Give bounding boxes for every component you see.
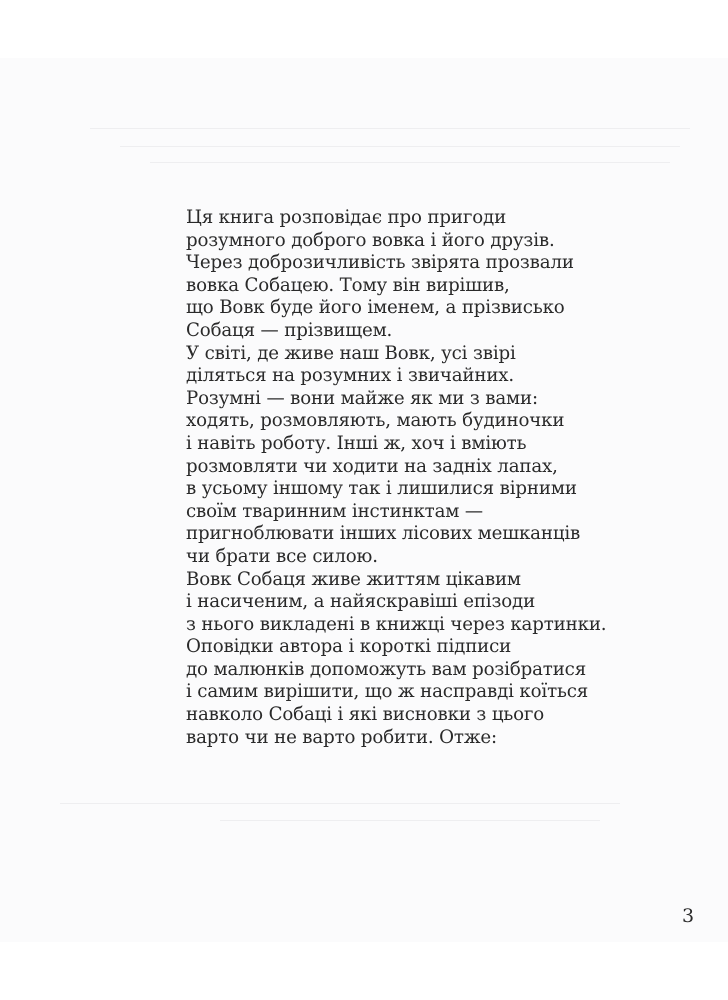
text-line: Вовк Собаця живе життям цікавим — [186, 568, 521, 590]
bottom-margin — [0, 942, 728, 1000]
text-line: і насиченим, а найяскравіші епізоди — [186, 591, 536, 613]
show-through-line — [60, 803, 620, 804]
text-line: Собаця — прізвищем. — [186, 319, 393, 341]
text-line: навколо Собаці і які висновки з цього — [186, 704, 545, 726]
text-line: і навіть роботу. Інші ж, хоч і вміють — [186, 432, 527, 454]
text-line: вовка Собацею. Тому він вирішив, — [186, 274, 510, 296]
text-line: розмовляти чи ходити на задніх лапах, — [186, 455, 558, 477]
text-line: пригноблювати інших лісових мешканців — [186, 523, 581, 545]
show-through-line — [90, 128, 690, 129]
text-line: У світі, де живе наш Вовк, усі звірі — [186, 342, 516, 364]
show-through-line — [120, 146, 680, 147]
text-line: Ця книга розповідає про пригоди — [186, 207, 507, 228]
text-line: своїм тваринним інстинктам — — [186, 500, 483, 522]
text-line: з нього викладені в книжці через картинки. — [186, 613, 607, 635]
show-through-line — [220, 820, 600, 821]
body-text — [186, 207, 606, 749]
text-line: і самим вирішити, що ж насправді коїться — [186, 681, 589, 703]
text-line: діляться на розумних і звичайних. — [186, 365, 515, 387]
text-line: чи брати все силою. — [186, 545, 378, 567]
text-line: Оповідки автора і короткі підписи — [186, 636, 512, 658]
page-number: 3 — [682, 905, 695, 927]
show-through-line — [150, 162, 670, 163]
text-line: в усьому іншому так і лишилися вірними — [186, 478, 577, 500]
text-line: до малюнків допоможуть вам розібратися — [186, 658, 587, 680]
text-line: Через доброзичливість звірята прозвали — [186, 252, 574, 274]
text-line: що Вовк буде його іменем, а прізвисько — [186, 297, 565, 319]
top-margin — [0, 0, 728, 58]
text-line: варто чи не варто робити. Отже: — [186, 726, 497, 748]
text-line: ходять, розмовляють, мають будиночки — [186, 410, 565, 432]
text-line: Розумні — вони майже як ми з вами: — [186, 387, 538, 409]
text-line: розумного доброго вовка і його друзів. — [186, 229, 555, 251]
